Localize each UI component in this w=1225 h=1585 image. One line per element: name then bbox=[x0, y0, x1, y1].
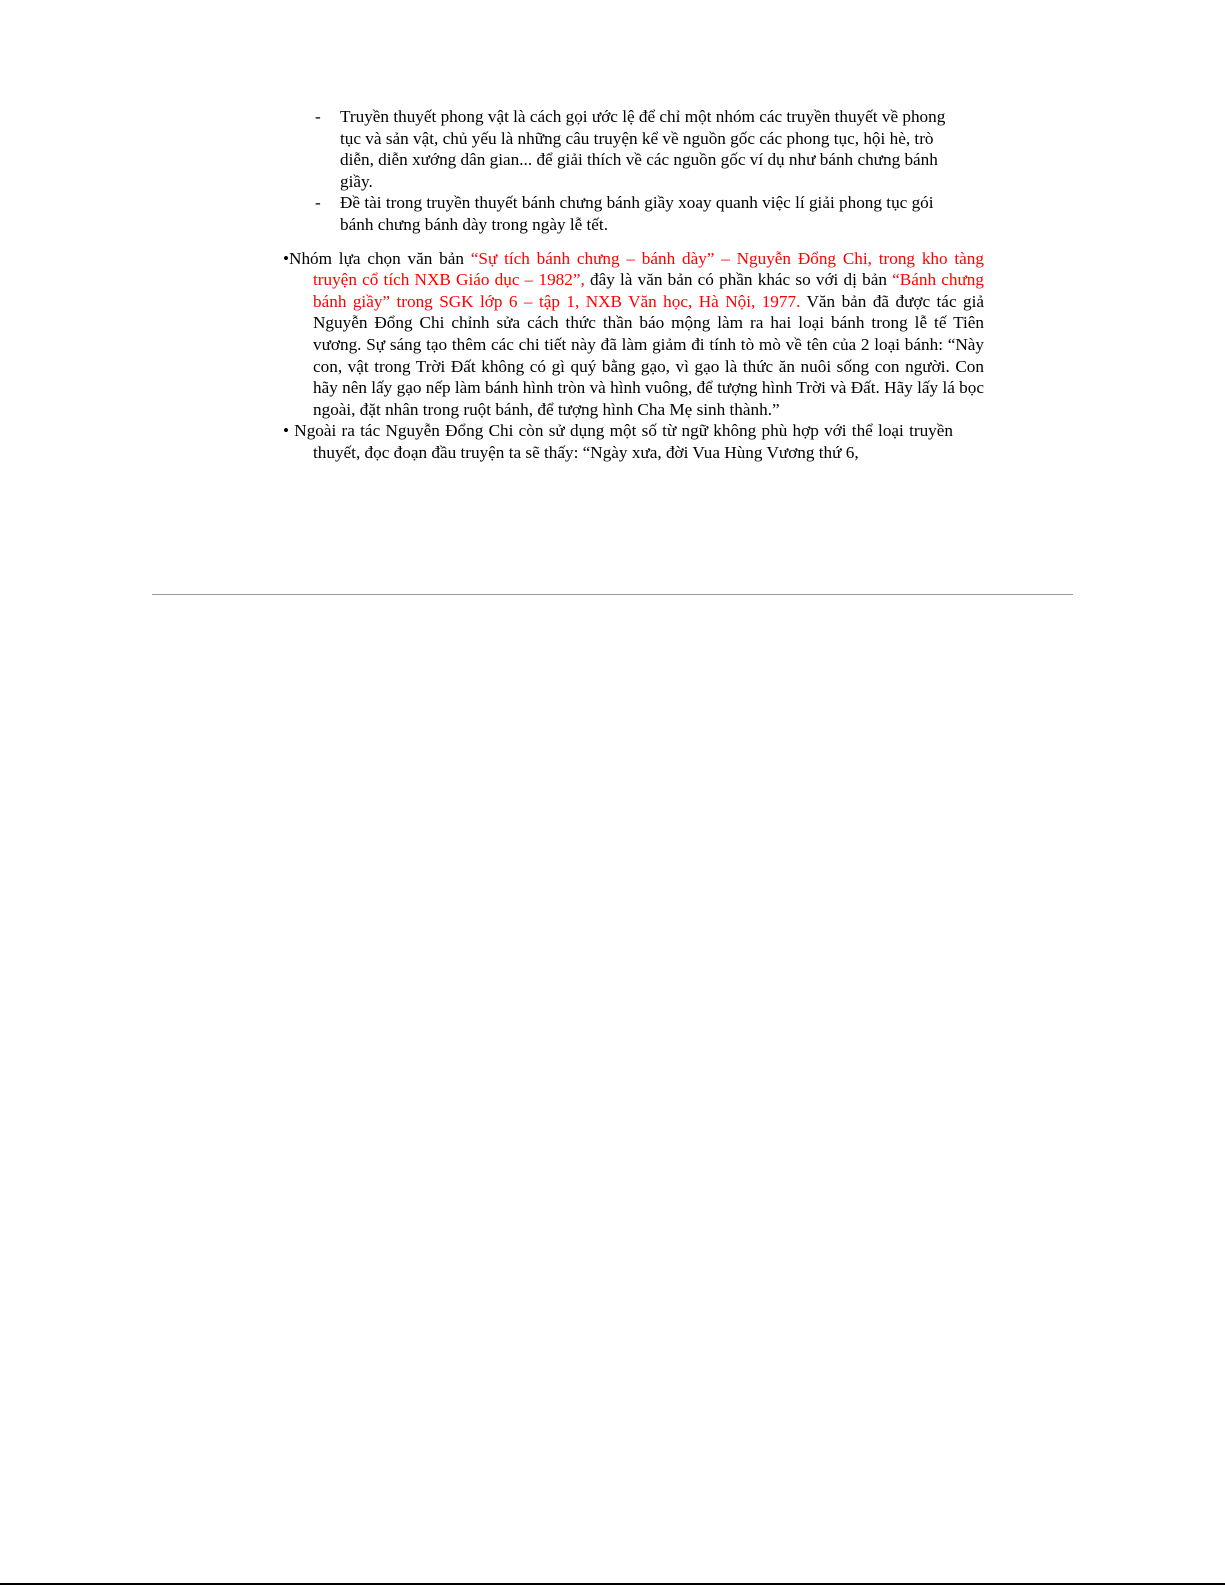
bullet-mid-text: đây là văn bản có phần khác so với dị bản bbox=[584, 270, 893, 290]
highlighted-citation-1: “Sự tích bánh chưng – bánh dày” – Nguyễn Đổng Chi, trong kho tàng truyện cổ tích NXB Giáo dục – 1982”, bbox=[313, 248, 984, 290]
bullet-lead-text: Nhóm lựa chọn văn bản bbox=[289, 248, 471, 268]
bullet-marker: • bbox=[283, 421, 290, 441]
bullet-paragraph-selection bbox=[283, 248, 984, 421]
dash-marker: - bbox=[315, 193, 321, 213]
bullet-paragraph-vocabulary bbox=[283, 420, 953, 463]
dash-marker: - bbox=[315, 107, 321, 126]
page-divider bbox=[152, 594, 1073, 595]
dash-list-item bbox=[283, 106, 964, 192]
bullet-tail-text: Văn bản đã được tác giả Nguyễn Đổng Chi chỉnh sửa cách thức thần báo mộng làm ra hai loại bánh trong lễ tế Tiên vương. Sự sáng tạo thêm các chi tiết này đã làm giảm đi tính tò mò về tên của 2 loại bánh: “Này con, vật trong Trời Đất không có gì quý bằng gạo, vì gạo là thức ăn nuôi sống con người. Con hãy nên lấy gạo nếp làm bánh hình tròn và hình vuông, để tượng hình Trời và Đất. Hãy lấy lá bọc ngoài, đặt nhân trong ruột bánh, để tượng hình Cha Mẹ sinh thành.” bbox=[313, 291, 984, 419]
dash-item-text: Truyền thuyết phong vật là cách gọi ước lệ để chỉ một nhóm các truyền thuyết về phong tục và sản vật, chủ yếu là những câu truyện kể về nguồn gốc các phong tục, hội hè, trò diễn, diễn xướng dân gian... để giải thích về các nguồn gốc ví dụ như bánh chưng bánh giầy. bbox=[340, 107, 946, 191]
dash-list-item bbox=[283, 192, 964, 235]
dash-item-text: Đề tài trong truyền thuyết bánh chưng bánh giầy xoay quanh việc lí giải phong tục gói bánh chưng bánh dày trong ngày lễ tết. bbox=[340, 193, 934, 234]
document-body bbox=[283, 106, 984, 464]
bullet-text: Ngoài ra tác Nguyễn Đổng Chi còn sử dụng một số từ ngữ không phù hợp với thể loại truyền thuyết, đọc đoạn đầu truyện ta sẽ thấy: “Ngày xưa, đời Vua Hùng Vương thứ 6, bbox=[289, 421, 953, 462]
bullet-marker: • bbox=[283, 248, 290, 268]
highlighted-citation-2: “Bánh chưng bánh giầy” trong SGK lớp 6 – tập 1, NXB Văn học, Hà Nội, 1977. bbox=[313, 270, 984, 311]
